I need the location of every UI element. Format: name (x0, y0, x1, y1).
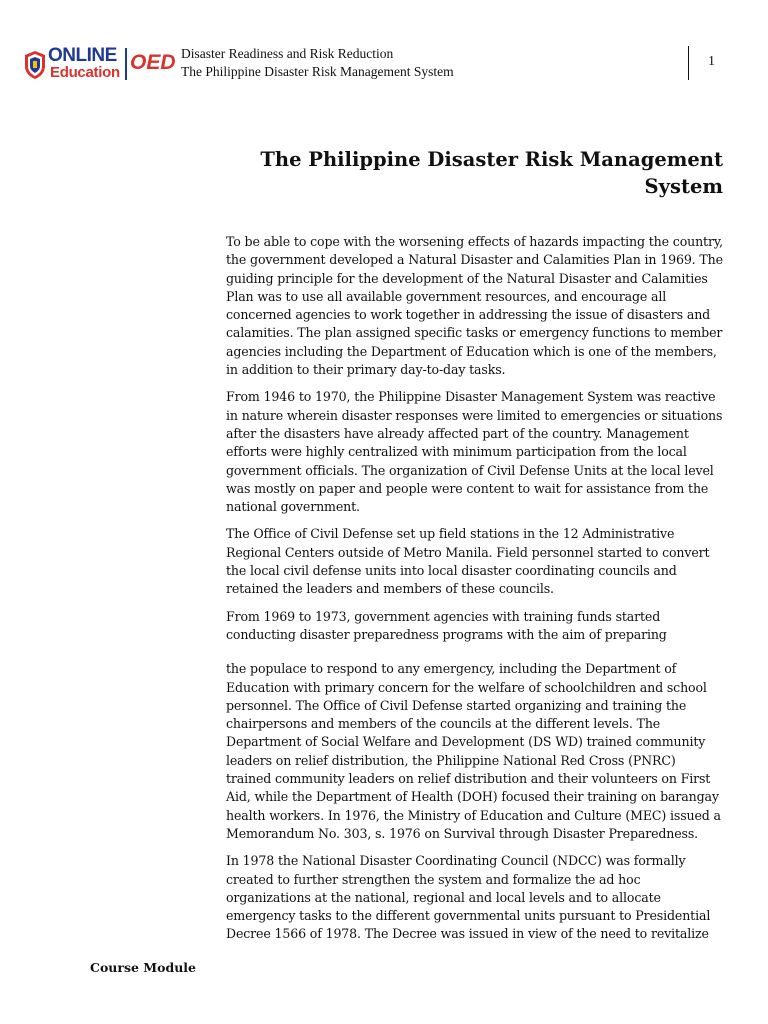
online-education-logo (24, 44, 176, 84)
paragraph: the populace to respond to any emergency, including the Department of Education with primary concern for the welfare of schoolchildren and school personnel. The Office of Civil Defense started organizing and training the chairpersons and members of the councils at the different levels. The Department of Social Welfare and Development (DS WD) trained community leaders on relief distribution, the Philippine National Red Cross (PNRC) trained community leaders on relief distribution and their volunteers on First Aid, while the Department of Health (DOH) focused their training on barangay health workers. In 1976, the Ministry of Education and Culture (MEC) issued a Memorandum No. 303, s. 1976 on Survival through Disaster Preparedness. (226, 661, 721, 841)
page-number-divider (688, 46, 689, 80)
title-line-1: The Philippine Disaster Risk Management (260, 148, 723, 171)
paragraph: The Office of Civil Defense set up field stations in the 12 Administrative Regional Centers outside of Metro Manila. Field personnel started to convert the local civil defense units into local disaster coordinating councils and retained the leaders and members of these councils. (226, 526, 710, 597)
paragraph: From 1946 to 1970, the Philippine Disaster Management System was reactive in nature wherein disaster responses were limited to emergencies or situations after the disasters have already affected part of the country. Management efforts were highly centralized with minimum participation from the local government officials. The organization of Civil Defense Units at the local level was mostly on paper and people were content to wait for assistance from the national government. (226, 389, 723, 515)
logo-divider (125, 48, 127, 80)
logo-online-text: ONLINE (48, 45, 117, 66)
body-text (226, 233, 724, 953)
page-number: 1 (708, 54, 715, 69)
document-title (228, 146, 723, 200)
paragraph: In 1978 the National Disaster Coordinating Council (NDCC) was formally created to further strengthen the system and formalize the ad hoc organizations at the national, regional and local levels and to allocate emergency tasks to the different governmental units pursuant to Presidential Decree 1566 of 1978. The Decree was issued in view of the need to revitalize (226, 853, 711, 942)
paragraph: From 1969 to 1973, government agencies with training funds started conducting disaster preparedness programs with the aim of preparing (226, 608, 667, 642)
school-shield-icon (24, 50, 46, 80)
logo-education-text: Education (50, 64, 120, 81)
course-title (181, 45, 454, 81)
footer-label: Course Module (90, 960, 197, 975)
title-line-2: System (644, 175, 723, 198)
page-header (24, 40, 744, 90)
course-subject: Disaster Readiness and Risk Reduction (181, 46, 394, 61)
module-topic: The Philippine Disaster Risk Management System (181, 64, 454, 79)
paragraph: To be able to cope with the worsening effects of hazards impacting the country, the government developed a Natural Disaster and Calamities Plan in 1969. The guiding principle for the development of the Natural Disaster and Calamities Plan was to use all available government resources, and encourage all concerned agencies to work together in addressing the issue of disasters and calamities. The plan assigned specific tasks or emergency functions to member agencies including the Department of Education which is one of the members, in addition to their primary day-to-day tasks. (226, 234, 723, 378)
logo-oed-text: OED (130, 51, 176, 74)
